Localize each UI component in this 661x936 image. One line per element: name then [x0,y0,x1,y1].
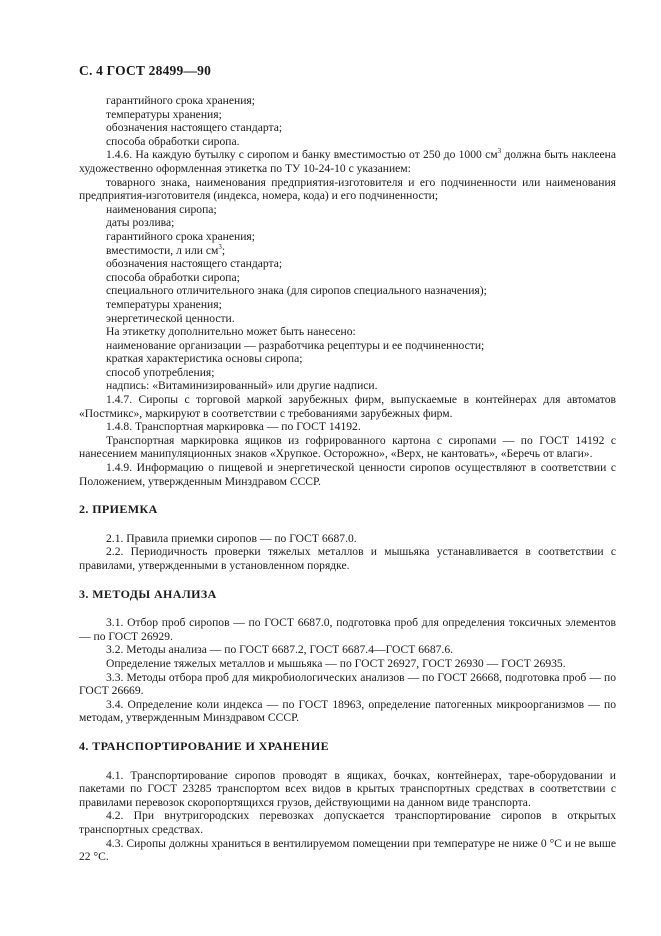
list-item: даты розлива; [106,216,175,230]
clause-3-2: 3.2. Методы анализа — по ГОСТ 6687.2, ГОСТ 6687.4—ГОСТ 6687.6. [106,643,454,657]
clause-3-1: 3.1. Отбор проб сиропов — по ГОСТ 6687.0, подготовка проб для определения токсичных элементов — по ГОСТ 26929. [79,616,616,643]
clause-1-4-6 [79,148,616,175]
list-item: способ употребления; [106,365,215,379]
list-item: способа обработки сиропа. [106,134,240,148]
clause-3-4: 3.4. Определение коли индекса — по ГОСТ 18963, определение патогенных микроорганизмов — по методам, утвержденным Минздравом СССР. [79,697,616,725]
superscript: 3 [218,242,222,251]
clause-1-4-7: 1.4.7. Сиропы с торговой маркой зарубежных фирм, выпускаемые в контейнерах для автоматов «Постмикс», маркируют в соответствии с требованиями зарубежных фирм. [79,393,616,420]
section-heading-2: 2. ПРИЕМКА [79,502,158,517]
list-item-text: ; [221,243,226,257]
list-item: надпись: «Витаминизированный» или другие надписи. [106,379,378,393]
document-body [79,94,616,864]
section-heading-3: 3. МЕТОДЫ АНАЛИЗА [79,586,217,601]
list-item: На этикетку дополнительно может быть нанесено: [106,325,356,339]
superscript: 3 [497,147,502,156]
list-item [79,244,616,258]
clause-1-4-9: 1.4.9. Информацию о пищевой и энергетической ценности сиропов осуществляют в соответствии с Положением, утвержденным Минздравом СССР. [79,461,616,488]
clause-4-2: 4.2. При внутригородских перевозках допускается транспортирование сиропов в открытых транспортных средствах. [79,809,616,836]
clause-1-4-8: 1.4.8. Транспортная маркировка — по ГОСТ 14192. [106,420,361,434]
list-item: обозначения настоящего стандарта; [106,121,283,135]
paragraph: Определение тяжелых металлов и мышьяка — по ГОСТ 26927, ГОСТ 26930 — ГОСТ 26935. [106,656,566,670]
list-item: наименование организации — разработчика рецептуры и ее подчиненности; [106,338,485,352]
list-item: гарантийного срока хранения; [106,229,255,243]
clause-2-2: 2.2. Периодичность проверки тяжелых металлов и мышьяка устанавливается в соответствии с правилами, утвержденными в установленном порядке. [79,545,616,572]
list-item: обозначения настоящего стандарта; [106,257,283,271]
list-item: гарантийного срока хранения; [106,94,255,107]
paragraph: Транспортная маркировка ящиков из гофрированного картона с сиропами — по ГОСТ 14192 с нанесением манипуляционных знаков «Хрупкое. Осторожно», «Верх, не кантовать», «Беречь от влаги». [79,433,616,461]
clause-3-3: 3.3. Методы отбора проб для микробиологических анализов — по ГОСТ 26668, подготовка проб — по ГОСТ 26669. [79,670,616,698]
list-item: температуры хранения; [106,107,222,121]
list-item: краткая характеристика основы сиропа; [106,352,303,366]
clause-text: должна быть наклеена художественно оформленная этикетка по ТУ 10-24-10 с указанием: [79,148,617,175]
list-item: энергетической ценности. [106,311,235,325]
list-item-text: вместимости, л или см [106,243,219,257]
list-item: наименования сиропа; [106,202,217,216]
clause-4-3: 4.3. Сиропы должны храниться в вентилируемом помещении при температуре не ниже 0 °С и не выше 22 °С. [79,836,616,864]
clause-2-1: 2.1. Правила приемки сиропов — по ГОСТ 6687.0. [106,531,357,545]
list-item: специального отличительного знака (для сиропов специального назначения); [106,284,487,298]
list-item: товарного знака, наименования предприятия-изготовителя и его подчиненности или наименования предприятия-изготовителя (индекса, номера, кода) и его подчиненности; [79,175,616,203]
clause-4-1: 4.1. Транспортирование сиропов проводят в ящиках, бочках, контейнерах, таре-оборудовании и пакетами по ГОСТ 23285 транспортом всех видов в крытых транспортных средствах в соответствии с правилами перевозок скоропортящихся грузов, действующими на данном виде транспорта. [79,768,616,809]
clause-text: 1.4.6. На каждую бутылку с сиропом и банку вместимостью от 250 до 1000 см [106,148,498,162]
section-heading-4: 4. ТРАНСПОРТИРОВАНИЕ И ХРАНЕНИЕ [79,738,329,753]
list-item: температуры хранения; [106,297,222,311]
page-header: С. 4 ГОСТ 28499—90 [79,63,212,78]
list-item: способа обработки сиропа; [106,270,240,284]
